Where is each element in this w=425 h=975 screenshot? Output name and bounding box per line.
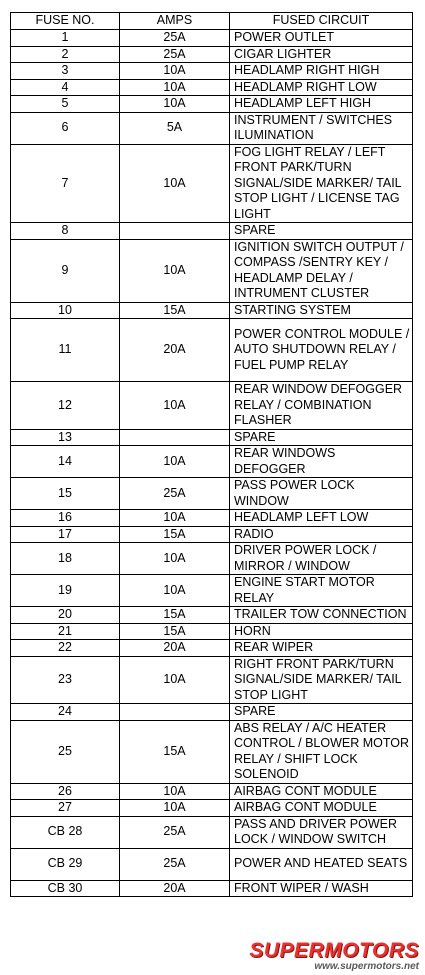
cell-amps: 10A bbox=[120, 239, 230, 302]
cell-fused-circuit: SPARE bbox=[230, 223, 413, 240]
cell-fused-circuit: POWER CONTROL MODULE / AUTO SHUTDOWN RELAY / FUEL PUMP RELAY bbox=[230, 319, 413, 382]
cell-fuse-no: 4 bbox=[11, 79, 120, 96]
cell-fused-circuit: AIRBAG CONT MODULE bbox=[230, 783, 413, 800]
cell-fuse-no: 8 bbox=[11, 223, 120, 240]
cell-fuse-no: 2 bbox=[11, 46, 120, 63]
table-row bbox=[11, 816, 413, 848]
cell-amps bbox=[120, 429, 230, 446]
cell-fuse-no: 18 bbox=[11, 543, 120, 575]
cell-fuse-no: CB 30 bbox=[11, 880, 120, 897]
cell-fused-circuit: HEADLAMP LEFT HIGH bbox=[230, 96, 413, 113]
cell-amps: 10A bbox=[120, 656, 230, 704]
cell-amps: 10A bbox=[120, 800, 230, 817]
table-row bbox=[11, 640, 413, 657]
table-row bbox=[11, 79, 413, 96]
cell-fuse-no: 9 bbox=[11, 239, 120, 302]
cell-amps: 25A bbox=[120, 816, 230, 848]
cell-fused-circuit: STARTING SYSTEM bbox=[230, 302, 413, 319]
cell-fused-circuit: HEADLAMP RIGHT LOW bbox=[230, 79, 413, 96]
cell-amps: 15A bbox=[120, 526, 230, 543]
table-row bbox=[11, 319, 413, 382]
table-row bbox=[11, 144, 413, 223]
cell-fused-circuit: REAR WIPER bbox=[230, 640, 413, 657]
table-row bbox=[11, 800, 413, 817]
cell-amps: 10A bbox=[120, 510, 230, 527]
cell-fused-circuit: HEADLAMP LEFT LOW bbox=[230, 510, 413, 527]
table-row bbox=[11, 112, 413, 144]
cell-fuse-no: 14 bbox=[11, 446, 120, 478]
cell-fused-circuit: INSTRUMENT / SWITCHES ILUMINATION bbox=[230, 112, 413, 144]
cell-fuse-no: 23 bbox=[11, 656, 120, 704]
table-row bbox=[11, 96, 413, 113]
cell-fused-circuit: REAR WINDOWS DEFOGGER bbox=[230, 446, 413, 478]
cell-amps: 20A bbox=[120, 319, 230, 382]
cell-amps bbox=[120, 704, 230, 721]
cell-fused-circuit: REAR WINDOW DEFOGGER RELAY / COMBINATION FLASHER bbox=[230, 382, 413, 430]
cell-amps: 10A bbox=[120, 63, 230, 80]
cell-amps: 10A bbox=[120, 79, 230, 96]
cell-amps: 20A bbox=[120, 880, 230, 897]
table-row bbox=[11, 848, 413, 880]
cell-amps: 10A bbox=[120, 575, 230, 607]
cell-fused-circuit: POWER OUTLET bbox=[230, 30, 413, 47]
header-amps: AMPS bbox=[120, 13, 230, 30]
cell-amps: 25A bbox=[120, 46, 230, 63]
cell-fuse-no: 16 bbox=[11, 510, 120, 527]
cell-amps: 10A bbox=[120, 543, 230, 575]
cell-fuse-no: CB 28 bbox=[11, 816, 120, 848]
cell-fuse-no: 26 bbox=[11, 783, 120, 800]
table-row bbox=[11, 302, 413, 319]
watermark-logo bbox=[249, 940, 419, 972]
table-row bbox=[11, 63, 413, 80]
table-row bbox=[11, 30, 413, 47]
table-row bbox=[11, 783, 413, 800]
cell-fuse-no: CB 29 bbox=[11, 848, 120, 880]
cell-fuse-no: 1 bbox=[11, 30, 120, 47]
cell-amps: 25A bbox=[120, 30, 230, 47]
cell-fuse-no: 3 bbox=[11, 63, 120, 80]
table-row bbox=[11, 543, 413, 575]
cell-amps: 10A bbox=[120, 96, 230, 113]
cell-fuse-no: 27 bbox=[11, 800, 120, 817]
cell-fused-circuit: SPARE bbox=[230, 429, 413, 446]
table-row bbox=[11, 880, 413, 897]
cell-amps: 10A bbox=[120, 382, 230, 430]
watermark-brand: SUPERMOTORS bbox=[249, 939, 419, 962]
cell-fuse-no: 25 bbox=[11, 720, 120, 783]
cell-fuse-no: 7 bbox=[11, 144, 120, 223]
cell-fused-circuit: FRONT WIPER / WASH bbox=[230, 880, 413, 897]
cell-amps: 20A bbox=[120, 640, 230, 657]
cell-fuse-no: 10 bbox=[11, 302, 120, 319]
cell-fuse-no: 20 bbox=[11, 607, 120, 624]
table-row bbox=[11, 575, 413, 607]
cell-fused-circuit: RADIO bbox=[230, 526, 413, 543]
cell-fuse-no: 5 bbox=[11, 96, 120, 113]
cell-fused-circuit: HEADLAMP RIGHT HIGH bbox=[230, 63, 413, 80]
table-row bbox=[11, 720, 413, 783]
table-row bbox=[11, 46, 413, 63]
cell-fused-circuit: PASS AND DRIVER POWER LOCK / WINDOW SWITCH bbox=[230, 816, 413, 848]
cell-fused-circuit: POWER AND HEATED SEATS bbox=[230, 848, 413, 880]
cell-fused-circuit: RIGHT FRONT PARK/TURN SIGNAL/SIDE MARKER/ TAIL STOP LIGHT bbox=[230, 656, 413, 704]
cell-fuse-no: 21 bbox=[11, 623, 120, 640]
cell-fuse-no: 22 bbox=[11, 640, 120, 657]
table-row bbox=[11, 478, 413, 510]
table-row bbox=[11, 510, 413, 527]
cell-amps: 5A bbox=[120, 112, 230, 144]
table-header-row bbox=[11, 13, 413, 30]
cell-fuse-no: 6 bbox=[11, 112, 120, 144]
cell-amps: 25A bbox=[120, 478, 230, 510]
cell-fused-circuit: DRIVER POWER LOCK / MIRROR / WINDOW bbox=[230, 543, 413, 575]
cell-fuse-no: 24 bbox=[11, 704, 120, 721]
table-row bbox=[11, 607, 413, 624]
cell-fuse-no: 13 bbox=[11, 429, 120, 446]
cell-fuse-no: 17 bbox=[11, 526, 120, 543]
cell-fused-circuit: ABS RELAY / A/C HEATER CONTROL / BLOWER MOTOR RELAY / SHIFT LOCK SOLENOID bbox=[230, 720, 413, 783]
cell-fused-circuit: TRAILER TOW CONNECTION bbox=[230, 607, 413, 624]
cell-amps: 15A bbox=[120, 623, 230, 640]
cell-fused-circuit: PASS POWER LOCK WINDOW bbox=[230, 478, 413, 510]
table-row bbox=[11, 704, 413, 721]
cell-fused-circuit: FOG LIGHT RELAY / LEFT FRONT PARK/TURN SIGNAL/SIDE MARKER/ TAIL STOP LIGHT / LICENSE TAG LIGHT bbox=[230, 144, 413, 223]
cell-fused-circuit: CIGAR LIGHTER bbox=[230, 46, 413, 63]
fuse-table bbox=[10, 12, 413, 897]
watermark-url: www.supermotors.net bbox=[314, 961, 419, 972]
cell-fuse-no: 15 bbox=[11, 478, 120, 510]
cell-fused-circuit: IGNITION SWITCH OUTPUT / COMPASS /SENTRY KEY / HEADLAMP DELAY / INTRUMENT CLUSTER bbox=[230, 239, 413, 302]
table-row bbox=[11, 623, 413, 640]
table-body bbox=[11, 30, 413, 897]
table-row bbox=[11, 382, 413, 430]
table-row bbox=[11, 223, 413, 240]
cell-fused-circuit: HORN bbox=[230, 623, 413, 640]
table-row bbox=[11, 446, 413, 478]
cell-fuse-no: 11 bbox=[11, 319, 120, 382]
cell-fused-circuit: SPARE bbox=[230, 704, 413, 721]
cell-amps: 10A bbox=[120, 446, 230, 478]
table-row bbox=[11, 526, 413, 543]
cell-fuse-no: 19 bbox=[11, 575, 120, 607]
cell-fused-circuit: AIRBAG CONT MODULE bbox=[230, 800, 413, 817]
cell-fuse-no: 12 bbox=[11, 382, 120, 430]
header-fuse-no: FUSE NO. bbox=[11, 13, 120, 30]
cell-fused-circuit: ENGINE START MOTOR RELAY bbox=[230, 575, 413, 607]
cell-amps: 15A bbox=[120, 302, 230, 319]
cell-amps bbox=[120, 223, 230, 240]
header-fused-circuit: FUSED CIRCUIT bbox=[230, 13, 413, 30]
cell-amps: 10A bbox=[120, 783, 230, 800]
table-row bbox=[11, 239, 413, 302]
table-row bbox=[11, 656, 413, 704]
cell-amps: 15A bbox=[120, 720, 230, 783]
cell-amps: 25A bbox=[120, 848, 230, 880]
table-row bbox=[11, 429, 413, 446]
cell-amps: 10A bbox=[120, 144, 230, 223]
cell-amps: 15A bbox=[120, 607, 230, 624]
